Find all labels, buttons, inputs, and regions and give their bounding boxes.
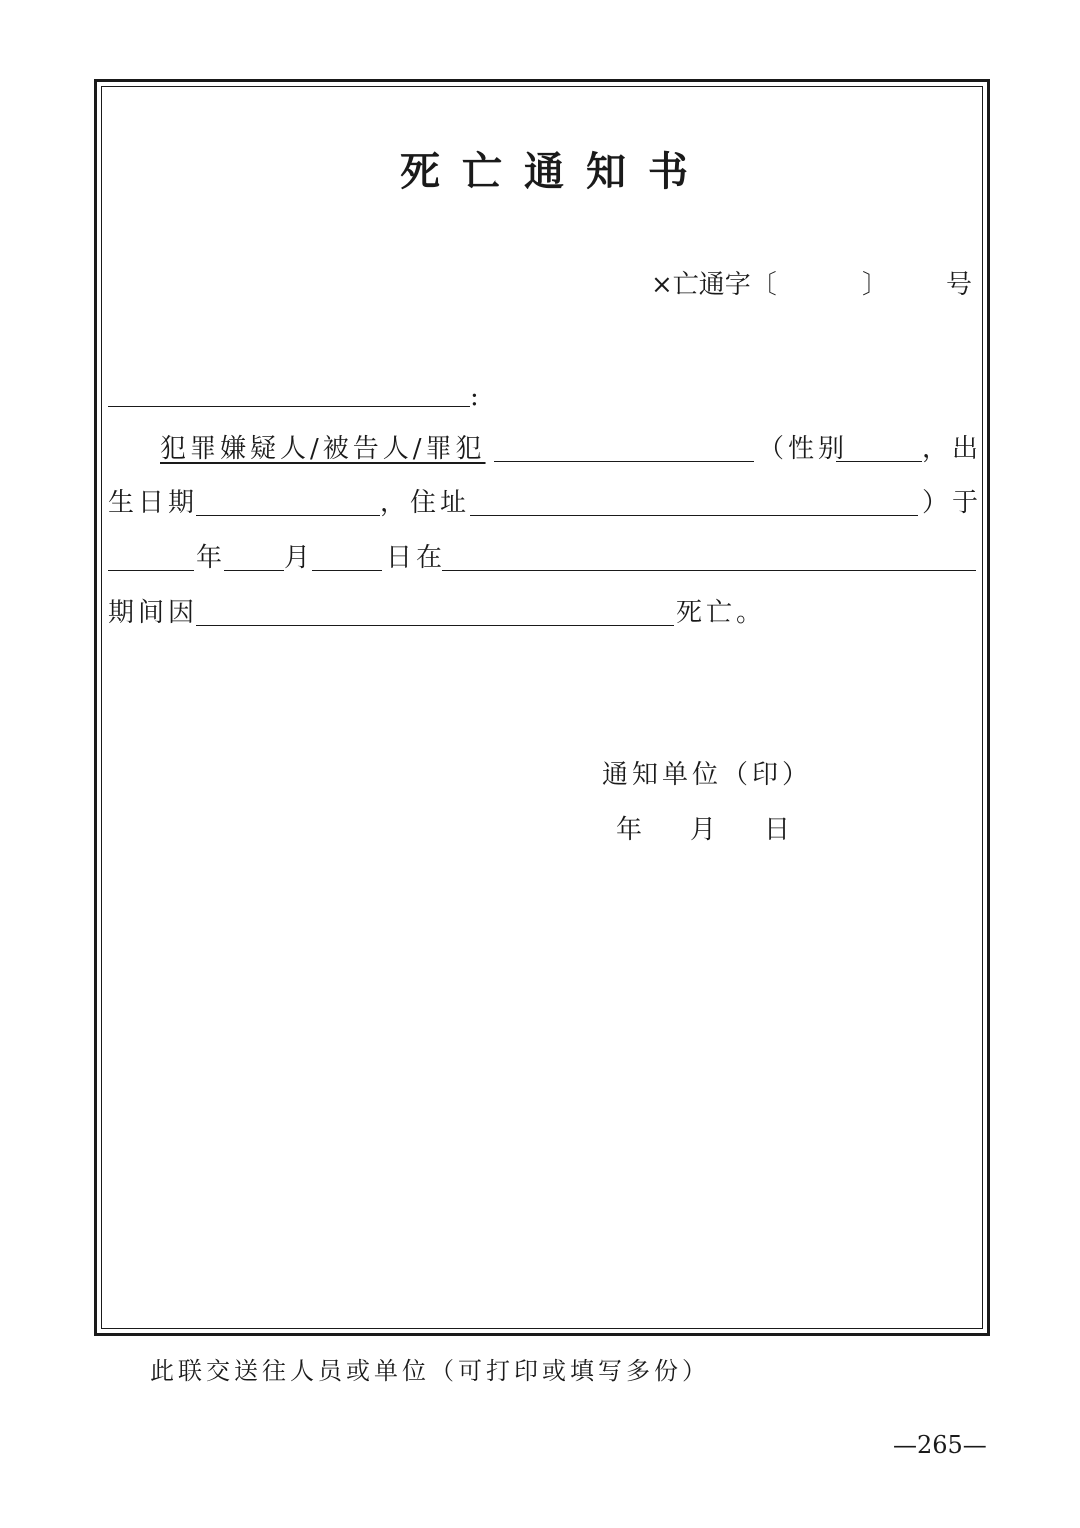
birth-label-part-1: ，出 — [922, 434, 983, 464]
gender-label: （性别 — [758, 434, 849, 464]
doc-number-suffix: 号 — [946, 270, 973, 300]
page-number: —265— — [893, 1431, 987, 1459]
death-cause-blank[interactable] — [196, 625, 674, 626]
signature-year: 年 — [616, 815, 643, 845]
death-label: 死亡。 — [676, 598, 767, 628]
subject-type-label: 犯罪嫌疑人/被告人/罪犯 — [160, 434, 486, 464]
signature-day: 日 — [764, 815, 791, 845]
form-inner-border — [101, 86, 983, 1329]
death-month-blank[interactable] — [224, 570, 284, 571]
address-label: ，住址 — [380, 488, 471, 518]
death-place-blank[interactable] — [442, 570, 976, 571]
document-title: 死亡通知书 — [400, 148, 710, 195]
doc-number-prefix: ×亡通字〔 — [651, 270, 777, 300]
addressee-colon: : — [470, 382, 479, 412]
doc-number-close-bracket: 〕 — [862, 270, 889, 300]
birth-label-part-2: 生日期 — [108, 488, 199, 518]
name-blank[interactable] — [494, 461, 754, 462]
death-year-blank[interactable] — [108, 570, 194, 571]
footer-note: 此联交送往人员或单位（可打印或填写多份） — [150, 1357, 710, 1385]
addressee-blank[interactable] — [108, 406, 470, 407]
month-label: 月 — [284, 543, 311, 573]
birth-date-blank[interactable] — [196, 515, 380, 516]
address-blank[interactable] — [470, 515, 918, 516]
notifying-unit-seal: 通知单位（印） — [602, 760, 813, 790]
gender-blank[interactable] — [836, 461, 922, 462]
year-label: 年 — [196, 543, 223, 573]
day-at-label: 日在 — [386, 543, 447, 573]
death-day-blank[interactable] — [312, 570, 382, 571]
paren-close-yu: ）于 — [922, 488, 983, 518]
signature-month: 月 — [690, 815, 717, 845]
period-label: 期间因 — [108, 598, 199, 628]
